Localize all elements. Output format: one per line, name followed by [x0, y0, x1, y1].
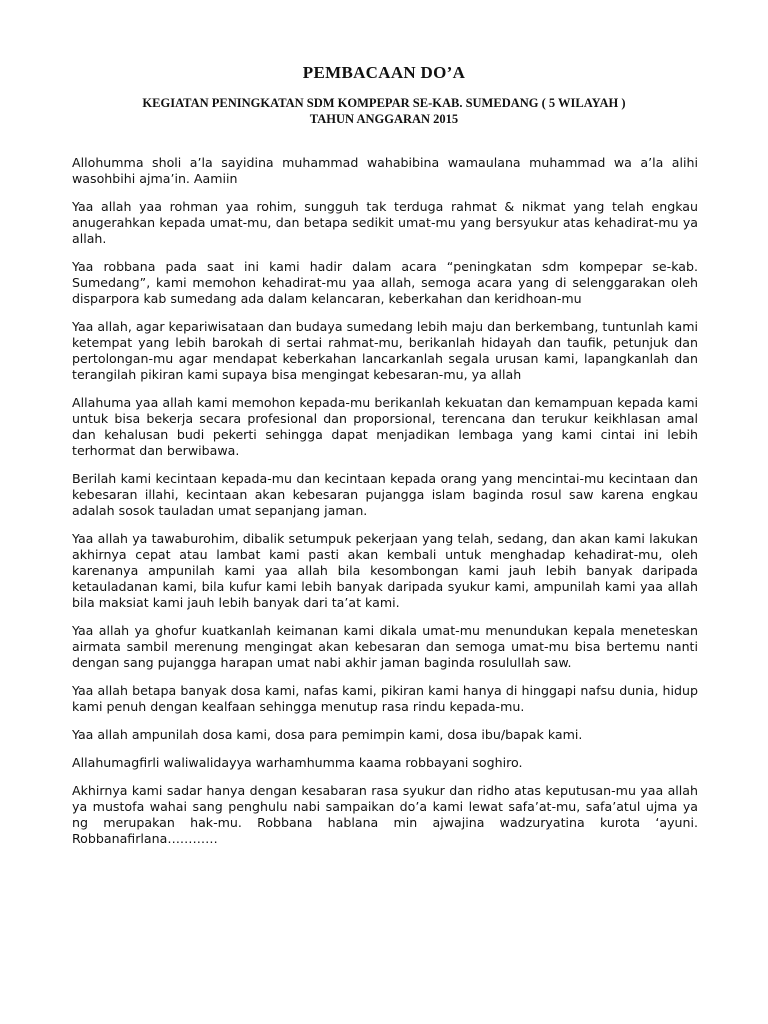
- paragraph-sins: Yaa allah betapa banyak dosa kami, nafas kami, pikiran kami hanya di hinggapi nafsu dunia, hidup kami penuh dengan kealfaan sehingga menutup rasa rindu kepada-mu.: [72, 683, 698, 714]
- paragraph-strength: Allahuma yaa allah kami memohon kepada-mu berikanlah kekuatan dan kemampuan kepada kami untuk bisa bekerja secara profesional dan proporsional, terencana dan terukur keikhlasan amal dan kehalusan budi pekerti sehingga dapat menjadikan lembaga yang kami cintai ini lebih terhormat dan berwibawa.: [72, 395, 698, 458]
- paragraph-event: Yaa robbana pada saat ini kami hadir dalam acara “peningkatan sdm kompepar se-kab. Sumedang”, kami memohon kehadirat-mu yaa allah, semoga acara yang di selenggarakan oleh disparpora kab sumedang ada dalam kelancaran, keberkahan dan keridhoan-mu: [72, 259, 698, 306]
- paragraph-love: Berilah kami kecintaan kepada-mu dan kecintaan kepada orang yang mencintai-mu kecintaan dan kebesaran illahi, kecintaan akan kebesaran pujangga islam baginda rosul saw karena engkau adalah sosok tauladan umat sepanjang jaman.: [72, 471, 698, 518]
- paragraph-opening: Allohumma sholi a’la sayidina muhammad wahabibina wamaulana muhammad wa a’la alihi wasohbihi ajma’in. Aamiin: [72, 155, 698, 186]
- paragraph-parents: Allahumagfirli waliwalidayya warhamhumma kaama robbayani soghiro.: [72, 755, 523, 770]
- paragraph-faith: Yaa allah ya ghofur kuatkanlah keimanan kami dikala umat-mu menundukan kepala meneteskan airmata sambil merenung mengingat akan kebesaran dan semoga umat-mu bisa bertemu nanti dengan sang pujangga harapan umat nabi akhir jaman baginda rosulullah saw.: [72, 623, 698, 670]
- paragraph-forgiveness: Yaa allah ya tawaburohim, dibalik setumpuk pekerjaan yang telah, sedang, dan akan kami lakukan akhirnya cepat atau lambat kami pasti akan kembali untuk menghadap kehadirat-mu, oleh karenanya ampunilah kami yaa allah bila kesombongan kami jauh lebih banyak daripada ketauladanan kami, bila kufur kami lebih banyak daripada syukur kami, ampunilah kami yaa allah bila maksiat kami jauh lebih banyak dari ta’at kami.: [72, 531, 698, 610]
- document-subtitle: [0, 95, 768, 127]
- prayer-body: [72, 155, 698, 859]
- paragraph-tourism: Yaa allah, agar kepariwisataan dan budaya sumedang lebih maju dan berkembang, tuntunlah kami ketempat yang lebih barokah di sertai rahmat-mu, berikanlah hidayah dan taufik, petunjuk dan pertolongan-mu agar mendapat keberkahan lancarkanlah segala urusan kami, lapangkanlah dan terangilah pikiran kami supaya bisa mengingat kebesaran-mu, ya allah: [72, 319, 698, 382]
- paragraph-gratitude: Yaa allah yaa rohman yaa rohim, sungguh tak terduga rahmat & nikmat yang telah engkau anugerahkan kepada umat-mu, dan betapa sedikit umat-mu yang bersyukur atas kehadirat-mu ya allah.: [72, 199, 698, 246]
- document-title: PEMBACAAN DO’A: [302, 63, 466, 82]
- paragraph-closing: Akhirnya kami sadar hanya dengan kesabaran rasa syukur dan ridho atas keputusan-mu yaa allah ya mustofa wahai sang penghulu nabi sampaikan do’a kami lewat safa’at-mu, safa’atul ujma ya ng merupakan hak-mu. Robbana hablana min ajwajina wadzuryatina kurota ‘ayuni. Robbanafirlana…………: [72, 783, 698, 846]
- paragraph-leaders: Yaa allah ampunilah dosa kami, dosa para pemimpin kami, dosa ibu/bapak kami.: [72, 727, 583, 742]
- subtitle-line-1: KEGIATAN PENINGKATAN SDM KOMPEPAR SE-KAB. SUMEDANG ( 5 WILAYAH ): [142, 96, 626, 110]
- subtitle-line-2: TAHUN ANGGARAN 2015: [309, 112, 459, 126]
